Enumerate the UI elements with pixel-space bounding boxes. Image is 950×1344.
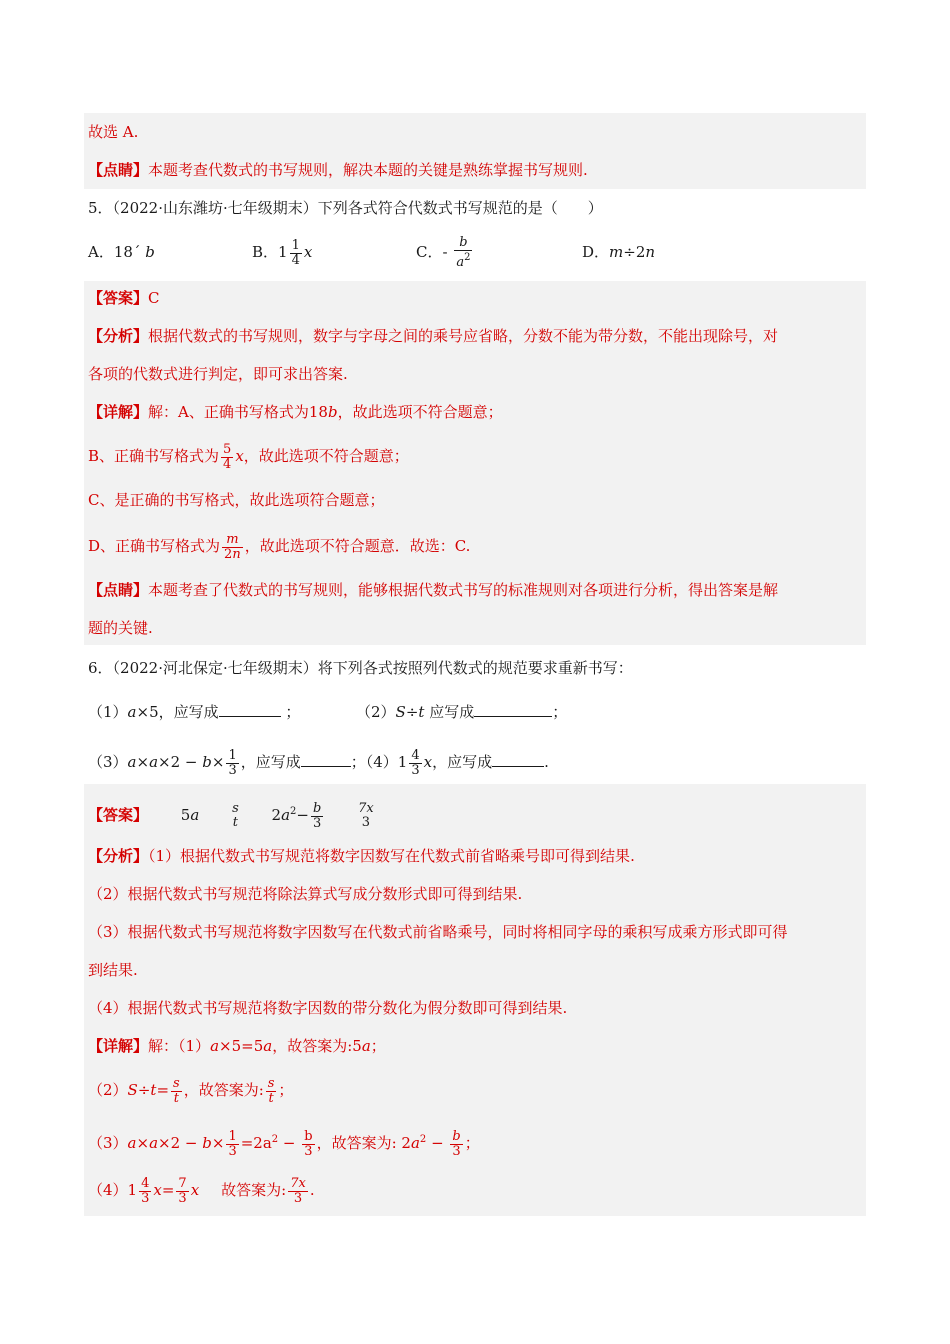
dianjing-text: 本题考查代数式的书写规则，解决本题的关键是熟练掌握书写规则.	[148, 161, 588, 179]
q6-analysis-4: （4）根据代数式书写规范将数字因数的带分数化为假分数即可得到结果.	[88, 999, 568, 1017]
q5-detail-d: D、正确书写格式为 $\frac{m}{2n}$ ，故此选项不符合题意．故选：C.	[88, 531, 471, 562]
blank-2[interactable]	[474, 702, 552, 717]
q6-detail-3: （3）a×a×2 − b× $\frac{1}{3}$ $=2a^2$ − $\frac{b}{3}$ ，故答案为: $2a^2$ − $\frac{b}{3}$ ；	[88, 1128, 480, 1159]
q5-answer: 【答案】C	[88, 289, 160, 307]
dianjing-tag: 【点睛】	[88, 161, 149, 179]
q5-option-d: D．m÷2n	[582, 243, 656, 261]
q5-detail-a: 【详解】解：A、正确书写格式为18b，故此选项不符合题意；	[88, 403, 503, 421]
q5-dianjing-line2: 题的关键.	[88, 619, 153, 637]
q6-answer: 【答案】 5a s t $2a^2-$ $\frac{b}{3}$ 7x 3	[88, 800, 374, 831]
q6-detail-2: （2）S÷t= $\frac{s}{t}$ ，故答案为: $\frac{s}{t}$ ；	[88, 1075, 294, 1106]
q5-option-b: B．1 $\frac{1}{4}$ x	[252, 237, 313, 268]
q6-detail-1: 【详解】解：（1）a×5=5a，故答案为:5a；	[88, 1037, 386, 1055]
q6-analysis-2: （2）根据代数式书写规范将除法算式写成分数形式即可得到结果.	[88, 885, 523, 903]
q5-stem: 5．（2022·山东潍坊·七年级期末）下列各式符合代数式书写规范的是（ ）	[88, 199, 603, 217]
q6-part3-4: （3）a×a×2 − b× $\frac{1}{3}$ ，应写成 ；（4）1 $\frac{4}{3}$ x，应写成 .	[88, 747, 549, 778]
blank-3[interactable]	[301, 752, 351, 767]
q6-detail-4: （4）1 $\frac{4}{3}$ x= $\frac{7}{3}$ x 故答案为: $\frac{7x}{3}$ .	[88, 1175, 315, 1206]
q5-detail-c: C、是正确的书写格式，故此选项符合题意；	[88, 491, 385, 509]
q5-option-a: A．18´ b	[88, 243, 155, 261]
q6-stem: 6．（2022·河北保定·七年级期末）将下列各式按照列代数式的规范要求重新书写：	[88, 659, 633, 677]
q5-dianjing-line1: 【点睛】本题考查了代数式的书写规则，能够根据代数式书写的标准规则对各项进行分析，得出答案是解	[88, 581, 779, 599]
q6-analysis-3a: （3）根据代数式书写规范将数字因数写在代数式前省略乘号，同时将相同字母的乘积写成乘方形式即可得	[88, 923, 788, 941]
q5-analysis-line2: 各项的代数式进行判定，即可求出答案.	[88, 365, 348, 383]
q5-analysis-line1: 【分析】根据代数式的书写规则，数字与字母之间的乘号应省略，分数不能为带分数，不能出现除号，对	[88, 327, 779, 345]
q5-option-c: C．- $\frac{b}{a^2}$	[416, 235, 471, 270]
q4-conclusion: 故选 A.	[88, 123, 139, 141]
q4-dianjing	[88, 160, 588, 180]
q6-analysis-3b: 到结果.	[88, 961, 138, 979]
q5-detail-b: B、正确书写格式为 $\frac{5}{4}$ x，故此选项不符合题意；	[88, 441, 409, 472]
q6-part2: （2）S÷t 应写成 ；	[356, 703, 568, 721]
blank-1[interactable]	[219, 702, 281, 717]
q6-analysis-1: 【分析】（1）根据代数式书写规范将数字因数写在代数式前省略乘号即可得到结果.	[88, 847, 635, 865]
q6-part1: （1）a×5，应写成 ；	[88, 703, 301, 721]
blank-4[interactable]	[492, 752, 544, 767]
